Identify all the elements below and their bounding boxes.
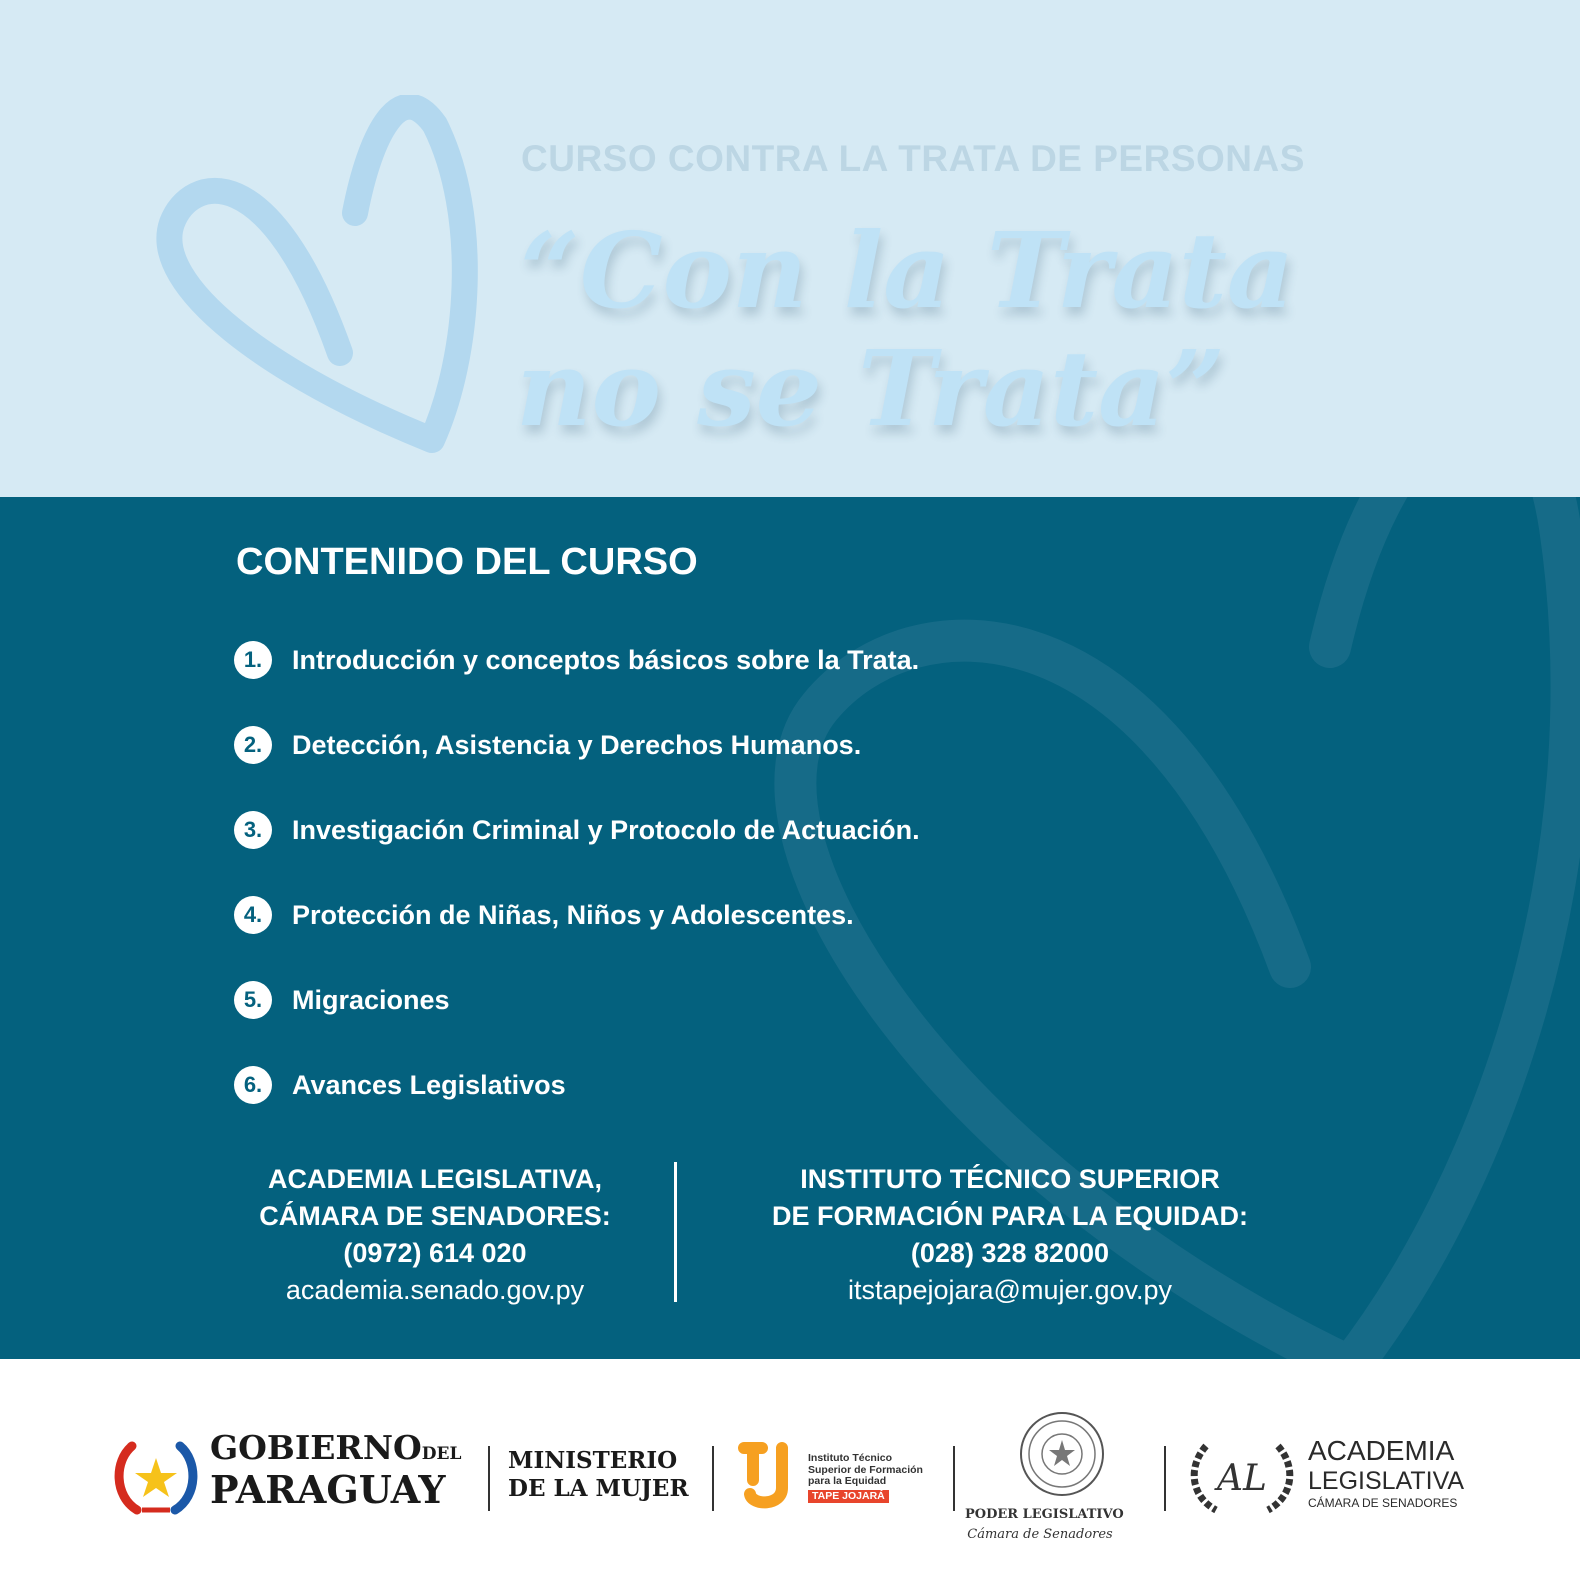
republic-seal-icon	[1018, 1410, 1106, 1498]
course-item-5	[234, 980, 450, 1020]
item-label: Protección de Niñas, Niños y Adolescentes.	[292, 899, 854, 930]
instituto-logo-text	[808, 1453, 923, 1503]
ministerio-mujer-logo	[508, 1447, 689, 1503]
academia-line-2: LEGISLATIVA	[1308, 1467, 1465, 1495]
number-badge: 6.	[234, 1066, 272, 1104]
logo-separator	[488, 1446, 490, 1511]
gobierno-paraguay-logo	[210, 1428, 462, 1512]
paraguay-coat-of-arms-icon	[112, 1436, 200, 1516]
instituto-tj-logo-icon	[738, 1440, 796, 1512]
number-badge: 5.	[234, 981, 272, 1019]
course-item-6	[234, 1065, 566, 1105]
contact-instituto	[740, 1161, 1280, 1309]
course-item-4	[234, 895, 854, 935]
course-item-1	[234, 640, 919, 680]
logo-separator	[953, 1446, 955, 1511]
contacts-divider	[674, 1162, 677, 1302]
heart-outline-icon	[150, 95, 490, 465]
del-word: DEL	[421, 1444, 462, 1464]
academia-line-1: ACADEMIA	[1308, 1435, 1455, 1466]
instituto-line-3: para la Equidad	[808, 1475, 887, 1487]
course-item-3	[234, 810, 920, 850]
contact-phone: (0972) 614 020	[343, 1238, 527, 1268]
contact-name-line-1: INSTITUTO TÉCNICO SUPERIOR	[800, 1164, 1220, 1194]
content-band	[0, 497, 1580, 1359]
course-item-2	[234, 725, 861, 765]
logo-separator	[1164, 1446, 1166, 1511]
academia-laurel-icon	[1186, 1436, 1298, 1516]
contact-academia	[215, 1161, 655, 1309]
ministerio-line-2: DE LA MUJER	[508, 1475, 689, 1502]
number-badge: 4.	[234, 896, 272, 934]
contact-name-line-1: ACADEMIA LEGISLATIVA,	[268, 1164, 602, 1194]
header-band	[0, 0, 1580, 497]
logo-separator	[712, 1446, 714, 1511]
item-label: Migraciones	[292, 984, 450, 1015]
instituto-line-2: Superior de Formación	[808, 1463, 923, 1476]
number-badge: 2.	[234, 726, 272, 764]
paraguay-word: PARAGUAY	[210, 1467, 446, 1512]
number-badge: 3.	[234, 811, 272, 849]
contact-website-link[interactable]: academia.senado.gov.py	[285, 1275, 585, 1305]
instituto-line-1: Instituto Técnico	[808, 1452, 892, 1464]
item-label: Introducción y conceptos básicos sobre la Trata.	[292, 644, 920, 675]
poder-line-2: Cámara de Senadores	[967, 1527, 1113, 1542]
contact-name-line-2: CÁMARA DE SENADORES:	[259, 1201, 611, 1231]
section-title: CONTENIDO DEL CURSO	[236, 541, 698, 583]
svg-text:AL: AL	[1217, 1458, 1267, 1499]
academia-legislativa-logo	[1308, 1436, 1464, 1510]
slogan-line-2: no se Trata”	[516, 327, 1226, 450]
tape-jojara-tag: TAPE JOJARÁ	[808, 1490, 889, 1504]
academia-line-3: CÁMARA DE SENADORES	[1308, 1496, 1458, 1510]
number-badge: 1.	[234, 641, 272, 679]
ministerio-line-1: MINISTERIO	[508, 1447, 678, 1474]
gobierno-word: GOBIERNO	[210, 1428, 422, 1467]
course-slogan	[516, 209, 1320, 450]
item-label: Avances Legislativos	[292, 1069, 566, 1100]
course-overline: CURSO CONTRA LA TRATA DE PERSONAS	[521, 138, 1305, 179]
contact-email-link[interactable]: itstapejojara@mujer.gov.py	[847, 1275, 1173, 1305]
contact-phone: (028) 328 82000	[910, 1238, 1110, 1268]
contact-name-line-2: DE FORMACIÓN PARA LA EQUIDAD:	[772, 1201, 1248, 1231]
poder-legislativo-logo	[965, 1505, 1124, 1545]
poder-line-1: PODER LEGISLATIVO	[965, 1507, 1124, 1522]
slogan-line-1: “Con la Trata	[520, 209, 1295, 332]
item-label: Detección, Asistencia y Derechos Humanos.	[292, 729, 862, 760]
item-label: Investigación Criminal y Protocolo de Actuación.	[292, 814, 920, 845]
